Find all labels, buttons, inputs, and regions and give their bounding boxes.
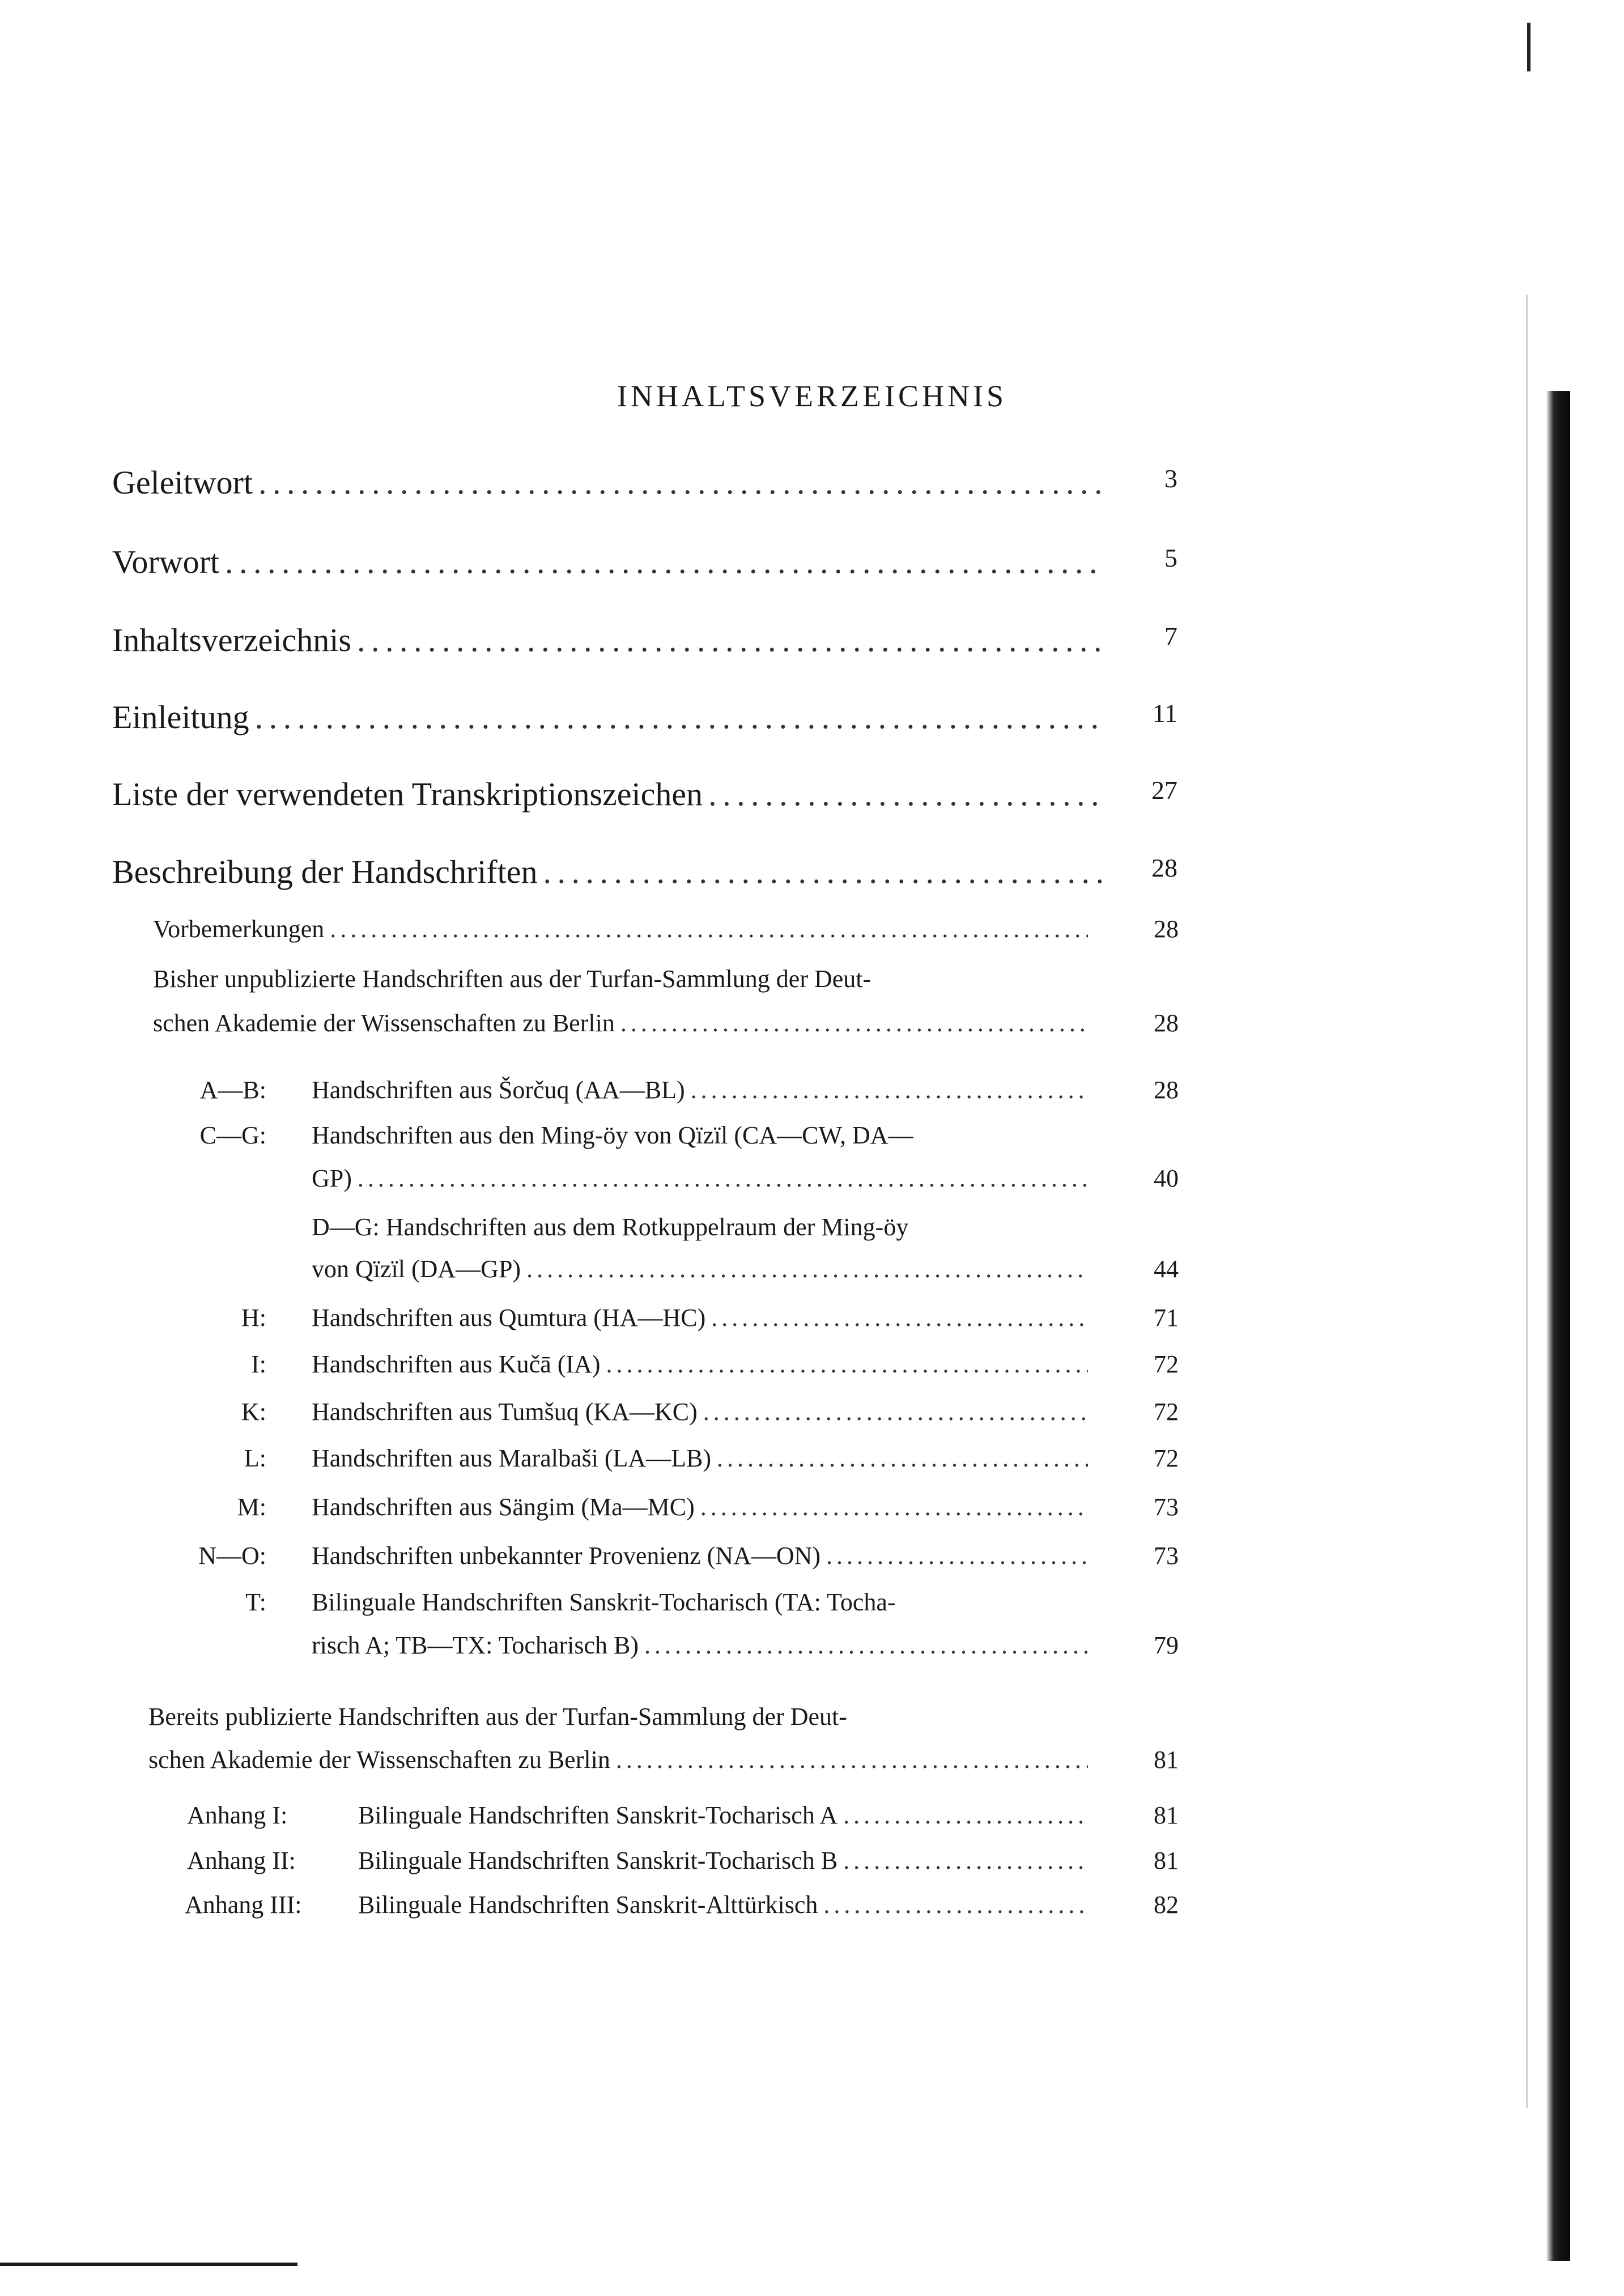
section-line1: Bilinguale Handschriften Sanskrit-Tocharisch (TA: Tocha- [312,1588,896,1616]
leader-dots [644,1631,1088,1660]
leader-dots [843,1846,1088,1875]
appendix-code: Anhang I: [187,1801,288,1829]
toc-entry-label: Inhaltsverzeichnis [112,622,351,658]
published-line1: Bereits publizierte Handschriften aus der Turfan-Sammlung der Deut- [148,1703,847,1730]
toc-entry-page: 40 [1154,1164,1179,1192]
leader-dots [708,775,1104,813]
toc-entry-label: Beschreibung der Handschriften [112,853,538,890]
toc-section-l[interactable] [312,1444,1179,1473]
leader-dots [357,621,1104,659]
toc-entry-label: Handschriften unbekannter Provenienz (NA—ON) [312,1542,821,1570]
toc-section-i[interactable] [312,1350,1179,1379]
toc-entry-label: Bilinguale Handschriften Sanskrit-Tocharisch B [358,1847,838,1874]
toc-entry-einleitung[interactable] [112,698,1177,736]
section-code: A—B: [199,1076,266,1104]
toc-entry-label: Vorwort [112,543,220,580]
leader-dots [703,1397,1088,1426]
leader-dots [606,1350,1088,1379]
leader-dots [823,1890,1088,1919]
toc-entry-inhaltsverzeichnis[interactable] [112,621,1177,659]
toc-entry-page: 7 [1164,622,1177,650]
toc-entry-geleitwort[interactable] [112,464,1177,501]
toc-entry-label: Handschriften aus Sängim (Ma—MC) [312,1493,695,1521]
unpublished-line1: Bisher unpublizierte Handschriften aus der Turfan-Sammlung der Deut- [153,965,871,993]
toc-entry-page: 79 [1154,1631,1179,1659]
section-code: H: [241,1304,266,1332]
leader-dots [255,698,1104,736]
toc-entry-label: GP) [312,1164,352,1192]
toc-entry-unpublished[interactable] [153,1009,1179,1038]
scan-page-edge [1546,391,1570,2261]
toc-entry-page: 28 [1154,1076,1179,1104]
toc-section-h[interactable] [312,1303,1179,1332]
toc-entry-page: 81 [1154,1801,1179,1829]
toc-section-n-o[interactable] [312,1541,1179,1570]
toc-section-c-g[interactable] [312,1164,1179,1193]
section-code: I: [251,1350,266,1378]
toc-entry-page: 27 [1151,776,1177,805]
leader-dots [826,1541,1088,1570]
toc-entry-page: 72 [1154,1350,1179,1378]
leader-dots [526,1255,1088,1283]
toc-entry-page: 28 [1154,1009,1179,1037]
toc-entry-page: 28 [1154,915,1179,943]
toc-appendix-2[interactable] [358,1846,1179,1875]
bottom-rule [0,2263,297,2266]
toc-entry-label: von Qïzïl (DA—GP) [312,1255,521,1283]
toc-entry-label: Bilinguale Handschriften Sanskrit-Alttürkisch [358,1891,818,1919]
toc-entry-page: 44 [1154,1255,1179,1283]
toc-section-k[interactable] [312,1397,1179,1426]
toc-entry-page: 73 [1154,1542,1179,1570]
section-line1: Handschriften aus den Ming-öy von Qïzïl (CA—CW, DA— [312,1121,913,1149]
toc-section-d-g[interactable] [312,1255,1179,1283]
leader-dots [700,1493,1088,1521]
scan-edge-thin [1526,295,1528,2108]
toc-appendix-3[interactable] [358,1890,1179,1919]
toc-entry-page: 72 [1154,1444,1179,1472]
toc-entry-page: 5 [1164,543,1177,572]
toc-entry-published[interactable] [148,1745,1179,1774]
toc-entry-label: risch A; TB—TX: Tocharisch B) [312,1631,639,1659]
leader-dots [616,1745,1088,1774]
toc-entry-page: 81 [1154,1746,1179,1774]
section-code: L: [244,1444,266,1472]
toc-entry-page: 82 [1154,1891,1179,1919]
toc-entry-page: 73 [1154,1493,1179,1521]
toc-entry-label: Geleitwort [112,464,253,501]
toc-entry-page: 11 [1152,699,1177,728]
leader-dots [543,853,1104,891]
leader-dots [843,1801,1088,1830]
toc-section-t[interactable] [312,1631,1179,1660]
leader-dots [258,464,1104,501]
toc-entry-page: 71 [1154,1304,1179,1332]
appendix-code: Anhang II: [187,1847,296,1874]
leader-dots [330,915,1088,943]
toc-entry-label: Handschriften aus Maralbaši (LA—LB) [312,1444,712,1472]
toc-entry-page: 3 [1164,464,1177,493]
toc-appendix-1[interactable] [358,1801,1179,1830]
toc-entry-label: Bilinguale Handschriften Sanskrit-Tocharisch A [358,1801,838,1829]
leader-dots [691,1075,1088,1104]
toc-entry-beschreibung[interactable] [112,853,1177,891]
toc-entry-label: schen Akademie der Wissenschaften zu Berlin [148,1746,610,1774]
page-title: INHALTSVERZEICHNIS [617,379,1007,413]
toc-section-a-b[interactable] [312,1075,1179,1104]
toc-entry-label: Liste der verwendeten Transkriptionszeichen [112,776,703,813]
toc-entry-page: 81 [1154,1847,1179,1874]
toc-section-m[interactable] [312,1493,1179,1521]
leader-dots [717,1444,1088,1473]
section-code: T: [245,1588,266,1616]
toc-entry-vorbemerkungen[interactable] [153,915,1179,943]
toc-entry-vorwort[interactable] [112,543,1177,581]
toc-entry-label: schen Akademie der Wissenschaften zu Berlin [153,1009,615,1037]
leader-dots [358,1164,1088,1193]
appendix-code: Anhang III: [185,1891,302,1919]
toc-entry-page: 28 [1151,853,1177,882]
leader-dots [711,1303,1088,1332]
leader-dots [620,1009,1088,1038]
toc-entry-transkriptionszeichen[interactable] [112,775,1177,813]
toc-entry-page: 72 [1154,1398,1179,1426]
toc-entry-label: Handschriften aus Qumtura (HA—HC) [312,1304,706,1332]
section-code: M: [237,1493,266,1521]
leader-dots [225,543,1104,581]
section-code: C—G: [199,1121,266,1149]
toc-entry-label: Handschriften aus Tumšuq (KA—KC) [312,1398,698,1426]
scan-corner-mark [1527,23,1531,71]
toc-entry-label: Handschriften aus Šorčuq (AA—BL) [312,1076,685,1104]
toc-entry-label: Vorbemerkungen [153,915,325,943]
toc-entry-label: Einleitung [112,699,249,735]
toc-entry-label: Handschriften aus Kučā (IA) [312,1350,601,1378]
section-code: K: [241,1398,266,1426]
section-line1: D—G: Handschriften aus dem Rotkuppelraum der Ming-öy [312,1213,909,1241]
section-code: N—O: [198,1542,266,1570]
